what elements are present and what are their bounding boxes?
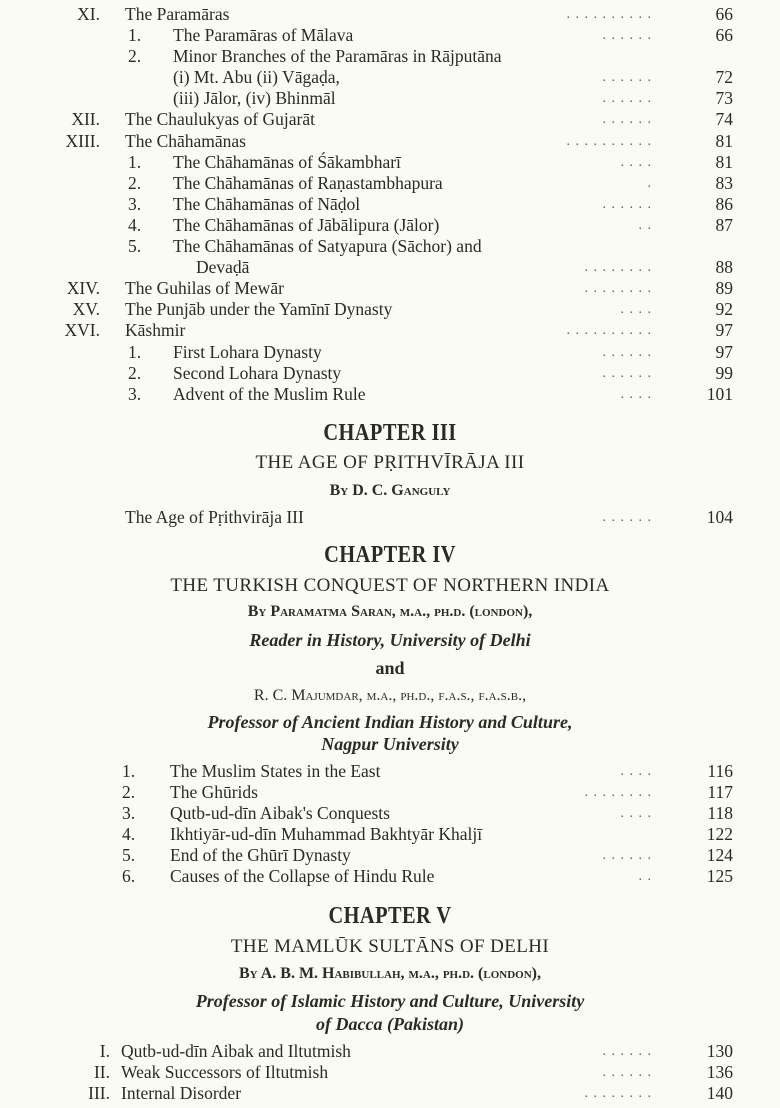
entry-title: The Chāhamānas of Raṇastambhapura [173, 172, 443, 193]
chapter4-author1: By Paramatma Saran, m.a., ph.d. (london), [247, 603, 533, 620]
entry-number: 5. [122, 845, 136, 866]
entry-page: 117 [707, 782, 733, 803]
entry-title: The Chāhamānas [125, 130, 246, 151]
leader-dots: . . . . . . . . [584, 785, 652, 801]
entry-page: 74 [715, 109, 733, 130]
leader-dots: . . . . . . [602, 510, 652, 525]
toc-entry [0, 215, 780, 236]
entry-number: 2. [122, 782, 136, 803]
entry-number: 1. [128, 25, 142, 46]
chapter3-title: THE AGE OF PṚITHVĪRĀJA III [255, 452, 525, 473]
leader-dots: . . . . [620, 302, 652, 318]
entry-page: 130 [706, 1041, 733, 1061]
toc-entry [0, 342, 780, 363]
toc-entry [0, 363, 780, 384]
toc-entry [0, 67, 780, 88]
entry-page: 118 [707, 803, 733, 824]
entry-page: 101 [706, 383, 733, 404]
entry-title: Minor Branches of the Paramāras in Rājputāna [173, 46, 502, 67]
leader-dots: . . . . . . . . . . [566, 323, 652, 339]
leader-dots: . . . . . . [602, 196, 652, 212]
entry-page: 72 [715, 67, 733, 88]
toc-entry [0, 507, 780, 528]
toc-entry [0, 1062, 780, 1083]
entry-page: 124 [706, 845, 733, 866]
entry-page: 66 [715, 25, 733, 46]
chapter5-contents [0, 1041, 780, 1104]
entry-page: 116 [707, 761, 733, 781]
toc-entry [0, 236, 780, 257]
entry-title: The Punjāb under the Yamīnī Dynasty [125, 299, 393, 320]
entry-number: 3. [128, 383, 142, 404]
leader-dots: . . . . . . [602, 365, 652, 381]
toc-entry [0, 782, 780, 803]
entry-title: Second Lohara Dynasty [173, 362, 342, 383]
leader-dots: . . . . . . [602, 848, 652, 864]
leader-dots: . . . . . . . . [584, 1086, 652, 1102]
chapter4-author2: R. C. Majumdar, m.a., ph.d., f.a.s., f.a.s.b., [253, 687, 527, 704]
entry-title: The Ghūrids [170, 782, 258, 803]
entry-title: Internal Disorder [121, 1083, 242, 1104]
entry-title: The Guhilas of Mewār [125, 278, 284, 299]
entry-number: 4. [122, 824, 136, 845]
entry-title: Weak Successors of Iltutmish [121, 1062, 329, 1083]
entry-page: 66 [715, 4, 733, 24]
entry-page: 140 [706, 1083, 733, 1104]
leader-dots: . . . . . . . . [584, 260, 652, 276]
entry-number: III. [88, 1083, 110, 1104]
entry-page: 97 [715, 341, 733, 362]
entry-number: XVI. [64, 320, 100, 341]
entry-number: 2. [128, 362, 142, 383]
leader-dots: . . . . . . . . . . [566, 7, 652, 22]
entry-number: XV. [72, 299, 100, 320]
toc-entry [0, 1041, 780, 1062]
entry-page: 73 [715, 88, 733, 109]
chapter3-contents [0, 507, 780, 528]
toc-entry [0, 824, 780, 845]
entry-title: The Chaulukyas of Gujarāt [125, 109, 316, 130]
toc-entry [0, 1083, 780, 1104]
chapter3-author: By D. C. Ganguly [329, 482, 451, 499]
entry-number: 5. [128, 236, 142, 257]
entry-title: Ikhtiyār-ud-dīn Muhammad Bakhtyār Khaljī [170, 824, 483, 845]
entry-page: 122 [706, 824, 733, 845]
toc-entry [0, 803, 780, 824]
entry-number: 3. [122, 803, 136, 824]
entry-title: Qutb-ud-dīn Aibak's Conquests [170, 803, 390, 824]
leader-dots: . . . . . . [602, 1044, 652, 1059]
chapter3-heading: CHAPTER III [323, 420, 457, 446]
entry-number: XIII. [65, 130, 100, 151]
toc-entry [0, 46, 780, 67]
entry-title: The Chāhamānas of Jābālipura (Jālor) [173, 214, 440, 235]
entry-title: Causes of the Collapse of Hindu Rule [170, 866, 435, 887]
entry-page: 89 [715, 278, 733, 299]
entry-page: 83 [715, 172, 733, 193]
entry-page: 136 [706, 1062, 733, 1083]
leader-dots: . . . . [620, 764, 652, 779]
toc-entry [0, 299, 780, 320]
toc-entry [0, 761, 780, 782]
toc-entry [0, 845, 780, 866]
toc-entry [0, 278, 780, 299]
chapter5-title: THE MAMLŪK SULTĀNS OF DELHI [230, 936, 550, 957]
entry-number: 2. [128, 172, 142, 193]
chapter2-contents [0, 4, 780, 405]
leader-dots: . . [638, 869, 652, 885]
toc-entry [0, 866, 780, 887]
leader-dots: . [647, 175, 652, 191]
chapter4-affiliation1: Reader in History, University of Delhi [249, 630, 531, 650]
entry-title: The Chāhamānas of Nāḍol [173, 193, 361, 214]
entry-title: The Chāhamānas of Śākambharī [173, 151, 401, 172]
entry-page: 99 [715, 362, 733, 383]
entry-title: (iii) Jālor, (iv) Bhinmāl [173, 88, 336, 109]
entry-page: 92 [715, 299, 733, 320]
entry-title: The Age of Pṛithvirāja III [125, 507, 304, 527]
toc-entry [0, 4, 780, 25]
leader-dots: . . . . . . [602, 344, 652, 360]
entry-number: 4. [128, 214, 142, 235]
leader-dots: . . . . . . . . [584, 281, 652, 297]
leader-dots: . . . . [620, 386, 652, 402]
entry-title: Kāshmir [125, 320, 186, 341]
toc-entry [0, 25, 780, 46]
toc-entry [0, 194, 780, 215]
entry-number: XI. [77, 4, 100, 24]
leader-dots: . . . . [620, 806, 652, 822]
toc-entry [0, 109, 780, 130]
entry-title: Qutb-ud-dīn Aibak and Iltutmish [121, 1041, 351, 1061]
entry-page: 86 [715, 193, 733, 214]
entry-title: The Muslim States in the East [170, 761, 381, 781]
entry-number: 3. [128, 193, 142, 214]
entry-title: The Paramāras [125, 4, 230, 24]
entry-number: XIV. [66, 278, 100, 299]
leader-dots: . . . . . . [602, 70, 652, 86]
toc-entry [0, 173, 780, 194]
toc-entry [0, 88, 780, 109]
entry-page: 104 [706, 507, 733, 527]
leader-dots: . . . . . . [602, 91, 652, 107]
entry-number: 1. [128, 151, 142, 172]
toc-entry [0, 384, 780, 405]
entry-number: II. [93, 1062, 110, 1083]
entry-page: 97 [715, 320, 733, 341]
leader-dots: . . . . . . [602, 28, 652, 44]
chapter4-title: THE TURKISH CONQUEST OF NORTHERN INDIA [170, 575, 610, 596]
entry-number: XII. [71, 109, 100, 130]
entry-number: 1. [122, 761, 136, 781]
chapter4-and: and [375, 658, 405, 678]
entry-page: 88 [715, 257, 733, 278]
chapter5-affiliation-a: Professor of Islamic History and Culture, University [195, 991, 585, 1011]
entry-page: 81 [715, 130, 733, 151]
entry-title: The Paramāras of Mālava [173, 25, 354, 46]
entry-title: The Chāhamānas of Satyapura (Sāchor) and [173, 236, 482, 257]
chapter5-author: By A. B. M. Habibullah, m.a., ph.d. (london), [238, 965, 541, 982]
chapter4-heading: CHAPTER IV [324, 542, 456, 568]
toc-entry [0, 131, 780, 152]
leader-dots: . . [638, 217, 652, 233]
leader-dots: . . . . . . [602, 112, 652, 128]
entry-number: I. [99, 1041, 110, 1061]
entry-title: End of the Ghūrī Dynasty [170, 845, 351, 866]
entry-number: 2. [128, 46, 142, 67]
entry-title: (i) Mt. Abu (ii) Vāgaḍa, [173, 67, 340, 88]
leader-dots: . . . . [620, 154, 652, 170]
chapter5-heading: CHAPTER V [328, 903, 452, 929]
entry-number: 6. [122, 866, 136, 887]
entry-page: 81 [715, 151, 733, 172]
entry-page: 87 [715, 214, 733, 235]
entry-number: 1. [128, 341, 142, 362]
leader-dots: . . . . . . [602, 1065, 652, 1081]
chapter5-affiliation-b: of Dacca (Pakistan) [316, 1014, 464, 1034]
entry-title: Advent of the Muslim Rule [173, 383, 366, 404]
toc-entry [0, 320, 780, 341]
entry-title: First Lohara Dynasty [173, 341, 322, 362]
entry-page: 125 [706, 866, 733, 887]
entry-title: Devaḍā [196, 257, 250, 278]
chapter4-affiliation2b: Nagpur University [321, 734, 459, 754]
toc-entry [0, 257, 780, 278]
leader-dots: . . . . . . . . . . [566, 133, 652, 149]
chapter4-contents [0, 761, 780, 888]
chapter4-affiliation2a: Professor of Ancient Indian History and Culture, [207, 712, 573, 732]
toc-entry [0, 152, 780, 173]
